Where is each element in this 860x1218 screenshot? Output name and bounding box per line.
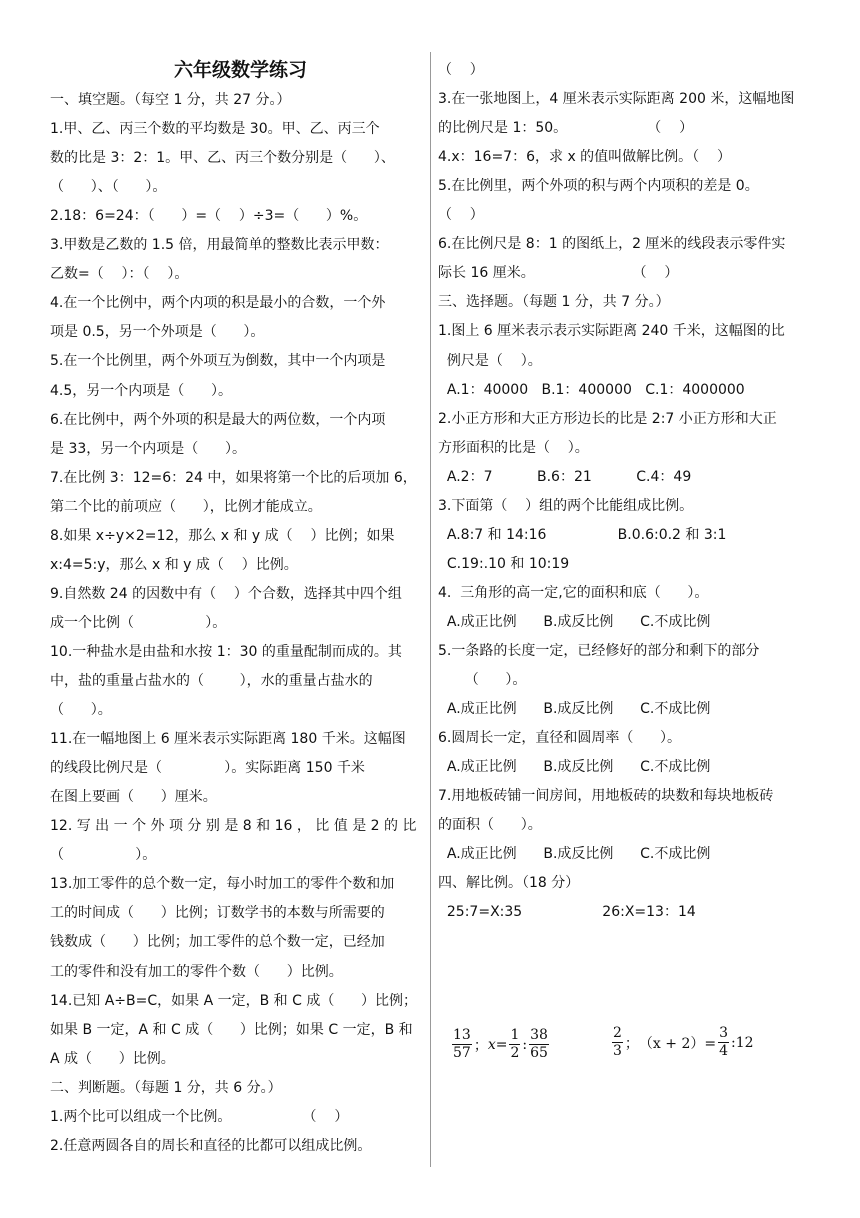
text-line: 2.18：6=24：（ ）=（ ）÷3=（ ）%。: [50, 208, 368, 225]
text-line: （ ）。: [50, 847, 157, 864]
text-line: 中，盐的重量占盐水的（ ），水的重量占盐水的: [50, 673, 373, 689]
text-line: 1.甲、乙、丙三个数的平均数是 30。甲、乙、丙三个: [50, 121, 380, 138]
text-line: 方形面积的比是（ ）。: [438, 439, 589, 456]
text-line: x:4=5:y，那么 x 和 y 成（ ）比例。: [50, 556, 298, 573]
page-title: 六年级数学练习: [174, 59, 308, 81]
fraction: $\frac{1}{2}$: [510, 1027, 520, 1061]
text-line: 13.加工零件的总个数一定，每小时加工的零件个数和加: [50, 876, 395, 893]
text-line: 三、选择题。（每题 1 分，共 7 分。）: [438, 294, 670, 311]
text-line: 12. 写 出 一 个 外 项 分 别 是 8 和 16 ， 比 值 是 2 的 比: [50, 818, 417, 835]
text-line: 第二个比的前项应（ ），比例才能成立。: [50, 498, 322, 515]
text-line: 5.一条路的长度一定，已经修好的部分和剩下的部分: [438, 643, 760, 659]
text-line: 5.在一个比例里，两个外项互为倒数，其中一个内项是: [50, 353, 386, 370]
equation-4: 2 3 ； （x + 2）= $\frac{3}{4}$ :12: [613, 1025, 754, 1059]
text-line: 9.自然数 24 的因数中有（ ）个合数，选择其中四个组: [50, 585, 402, 602]
equation-3: 13 57 ； x = $\frac{1}{2}$ : 38 65: [453, 1027, 548, 1061]
text-line: 4.x：16=7：6，求 x 的值叫做解比例。（ ）: [438, 149, 731, 166]
text-line: A.1：40000 B.1：400000 C.1：4000000: [438, 381, 745, 398]
text-line: （ ）、（ ）。: [50, 179, 167, 196]
text-line: 2.小正方形和大正方形边长的比是 2:7 小正方形和大正: [438, 410, 777, 427]
text-line: 数的比是 3：2：1。甲、乙、丙三个数分别是（ ）、: [50, 150, 395, 167]
text-line: 如果 B 一定，A 和 C 成（ ）比例；如果 C 一定，B 和: [50, 1021, 413, 1038]
text-line: 6.在比例中，两个外项的积是最大的两位数，一个内项: [50, 411, 386, 428]
fraction: 38 65: [530, 1027, 548, 1061]
text-line: 3.下面第（ ）组的两个比能组成比例。: [438, 497, 694, 514]
text-line: 一、填空题。（每空 1 分，共 27 分。）: [50, 92, 291, 108]
text-line: 10.一种盐水是由盐和水按 1：30 的重量配制而成的。其: [50, 643, 402, 660]
fraction: 13 57: [453, 1027, 471, 1061]
text-line: 14.已知 A÷B=C，如果 A 一定，B 和 C 成（ ）比例；: [50, 992, 418, 1009]
text-line: 例尺是（ ）。: [438, 352, 542, 369]
text-line: 6.在比例尺是 8：1 的图纸上，2 厘米的线段表示零件实: [438, 236, 786, 253]
text-line: 项是 0.5，另一个外项是（ ）。: [50, 324, 265, 341]
text-line: 5.在比例里，两个外项的积与两个内项积的差是 0。: [438, 178, 759, 195]
text-line: 际长 16 厘米。 （ ）: [438, 265, 679, 282]
text-line: 的面积（ ）。: [438, 817, 542, 834]
text-line: 7.在比例 3：12=6：24 中，如果将第一个比的后项加 6，: [50, 469, 417, 486]
text-line: C.19:.10 和 10:19: [438, 555, 570, 572]
text-line: （ ）: [438, 207, 484, 224]
text-line: A.成正比例 B.成反比例 C.不成比例: [438, 613, 711, 630]
text-line: 在图上要画（ ）厘米。: [50, 789, 217, 806]
text-line: 的比例尺是 1：50。 （ ）: [438, 120, 694, 137]
fraction: $\frac{3}{4}$: [719, 1025, 729, 1059]
text-line: 1.图上 6 厘米表示表示实际距离 240 千米，这幅图的比: [438, 323, 785, 340]
text-line: A.成正比例 B.成反比例 C.不成比例: [438, 846, 711, 863]
text-line: 25:7=X:35 26:X=13：14: [438, 904, 696, 921]
fraction: 2 3: [613, 1025, 622, 1059]
text-line: A.2：7 B.6：21 C.4：49: [438, 468, 692, 485]
text-line: 二、判断题。（每题 1 分，共 6 分。）: [50, 1079, 282, 1096]
text-line: 4.5，另一个内项是（ ）。: [50, 382, 232, 399]
text-line: 乙数=（ ）：（ ）。: [50, 266, 189, 283]
text-line: （ ）。: [50, 702, 112, 719]
text-line: A.8:7 和 14:16 B.0.6:0.2 和 3:1: [438, 526, 727, 543]
text-line: A.成正比例 B.成反比例 C.不成比例: [438, 701, 711, 718]
text-line: A.成正比例 B.成反比例 C.不成比例: [438, 759, 711, 776]
column-divider: [430, 52, 431, 1167]
text-line: 6.圆周长一定，直径和圆周率（ ）。: [438, 730, 682, 747]
text-line: 11.在一幅地图上 6 厘米表示实际距离 180 千米。这幅图: [50, 731, 406, 748]
text-line: 1.两个比可以组成一个比例。 （ ）: [50, 1108, 349, 1125]
text-line: （ ）。: [438, 672, 527, 689]
text-line: 8.如果 x÷y×2=12，那么 x 和 y 成（ ）比例；如果: [50, 527, 395, 544]
text-line: 3.在一张地图上，4 厘米表示实际距离 200 米，这幅地图: [438, 91, 795, 108]
text-line: 3.甲数是乙数的 1.5 倍，用最简单的整数比表示甲数：: [50, 237, 389, 254]
text-line: A 成（ ）比例。: [50, 1050, 175, 1067]
text-line: （ ）: [438, 62, 484, 78]
text-line: 成一个比例（ ）。: [50, 614, 227, 631]
text-line: 是 33，另一个内项是（ ）。: [50, 440, 246, 457]
text-line: 4.在一个比例中，两个内项的积是最小的合数，一个外: [50, 295, 386, 312]
text-line: 钱数成（ ）比例；加工零件的总个数一定，已经加: [50, 934, 385, 951]
text-line: 四、解比例。（18 分）: [438, 875, 580, 892]
text-line: 4. 三角形的高一定,它的面积和底（ ）。: [438, 584, 709, 601]
text-line: 工的零件和没有加工的零件个数（ ）比例。: [50, 963, 343, 980]
text-line: 的线段比例尺是（ ）。实际距离 150 千米: [50, 760, 365, 777]
text-line: 7.用地板砖铺一间房间，用地板砖的块数和每块地板砖: [438, 788, 774, 805]
text-line: 工的时间成（ ）比例；订数学书的本数与所需要的: [50, 905, 385, 922]
text-line: 2.任意两圆各自的周长和直径的比都可以组成比例。: [50, 1137, 372, 1154]
